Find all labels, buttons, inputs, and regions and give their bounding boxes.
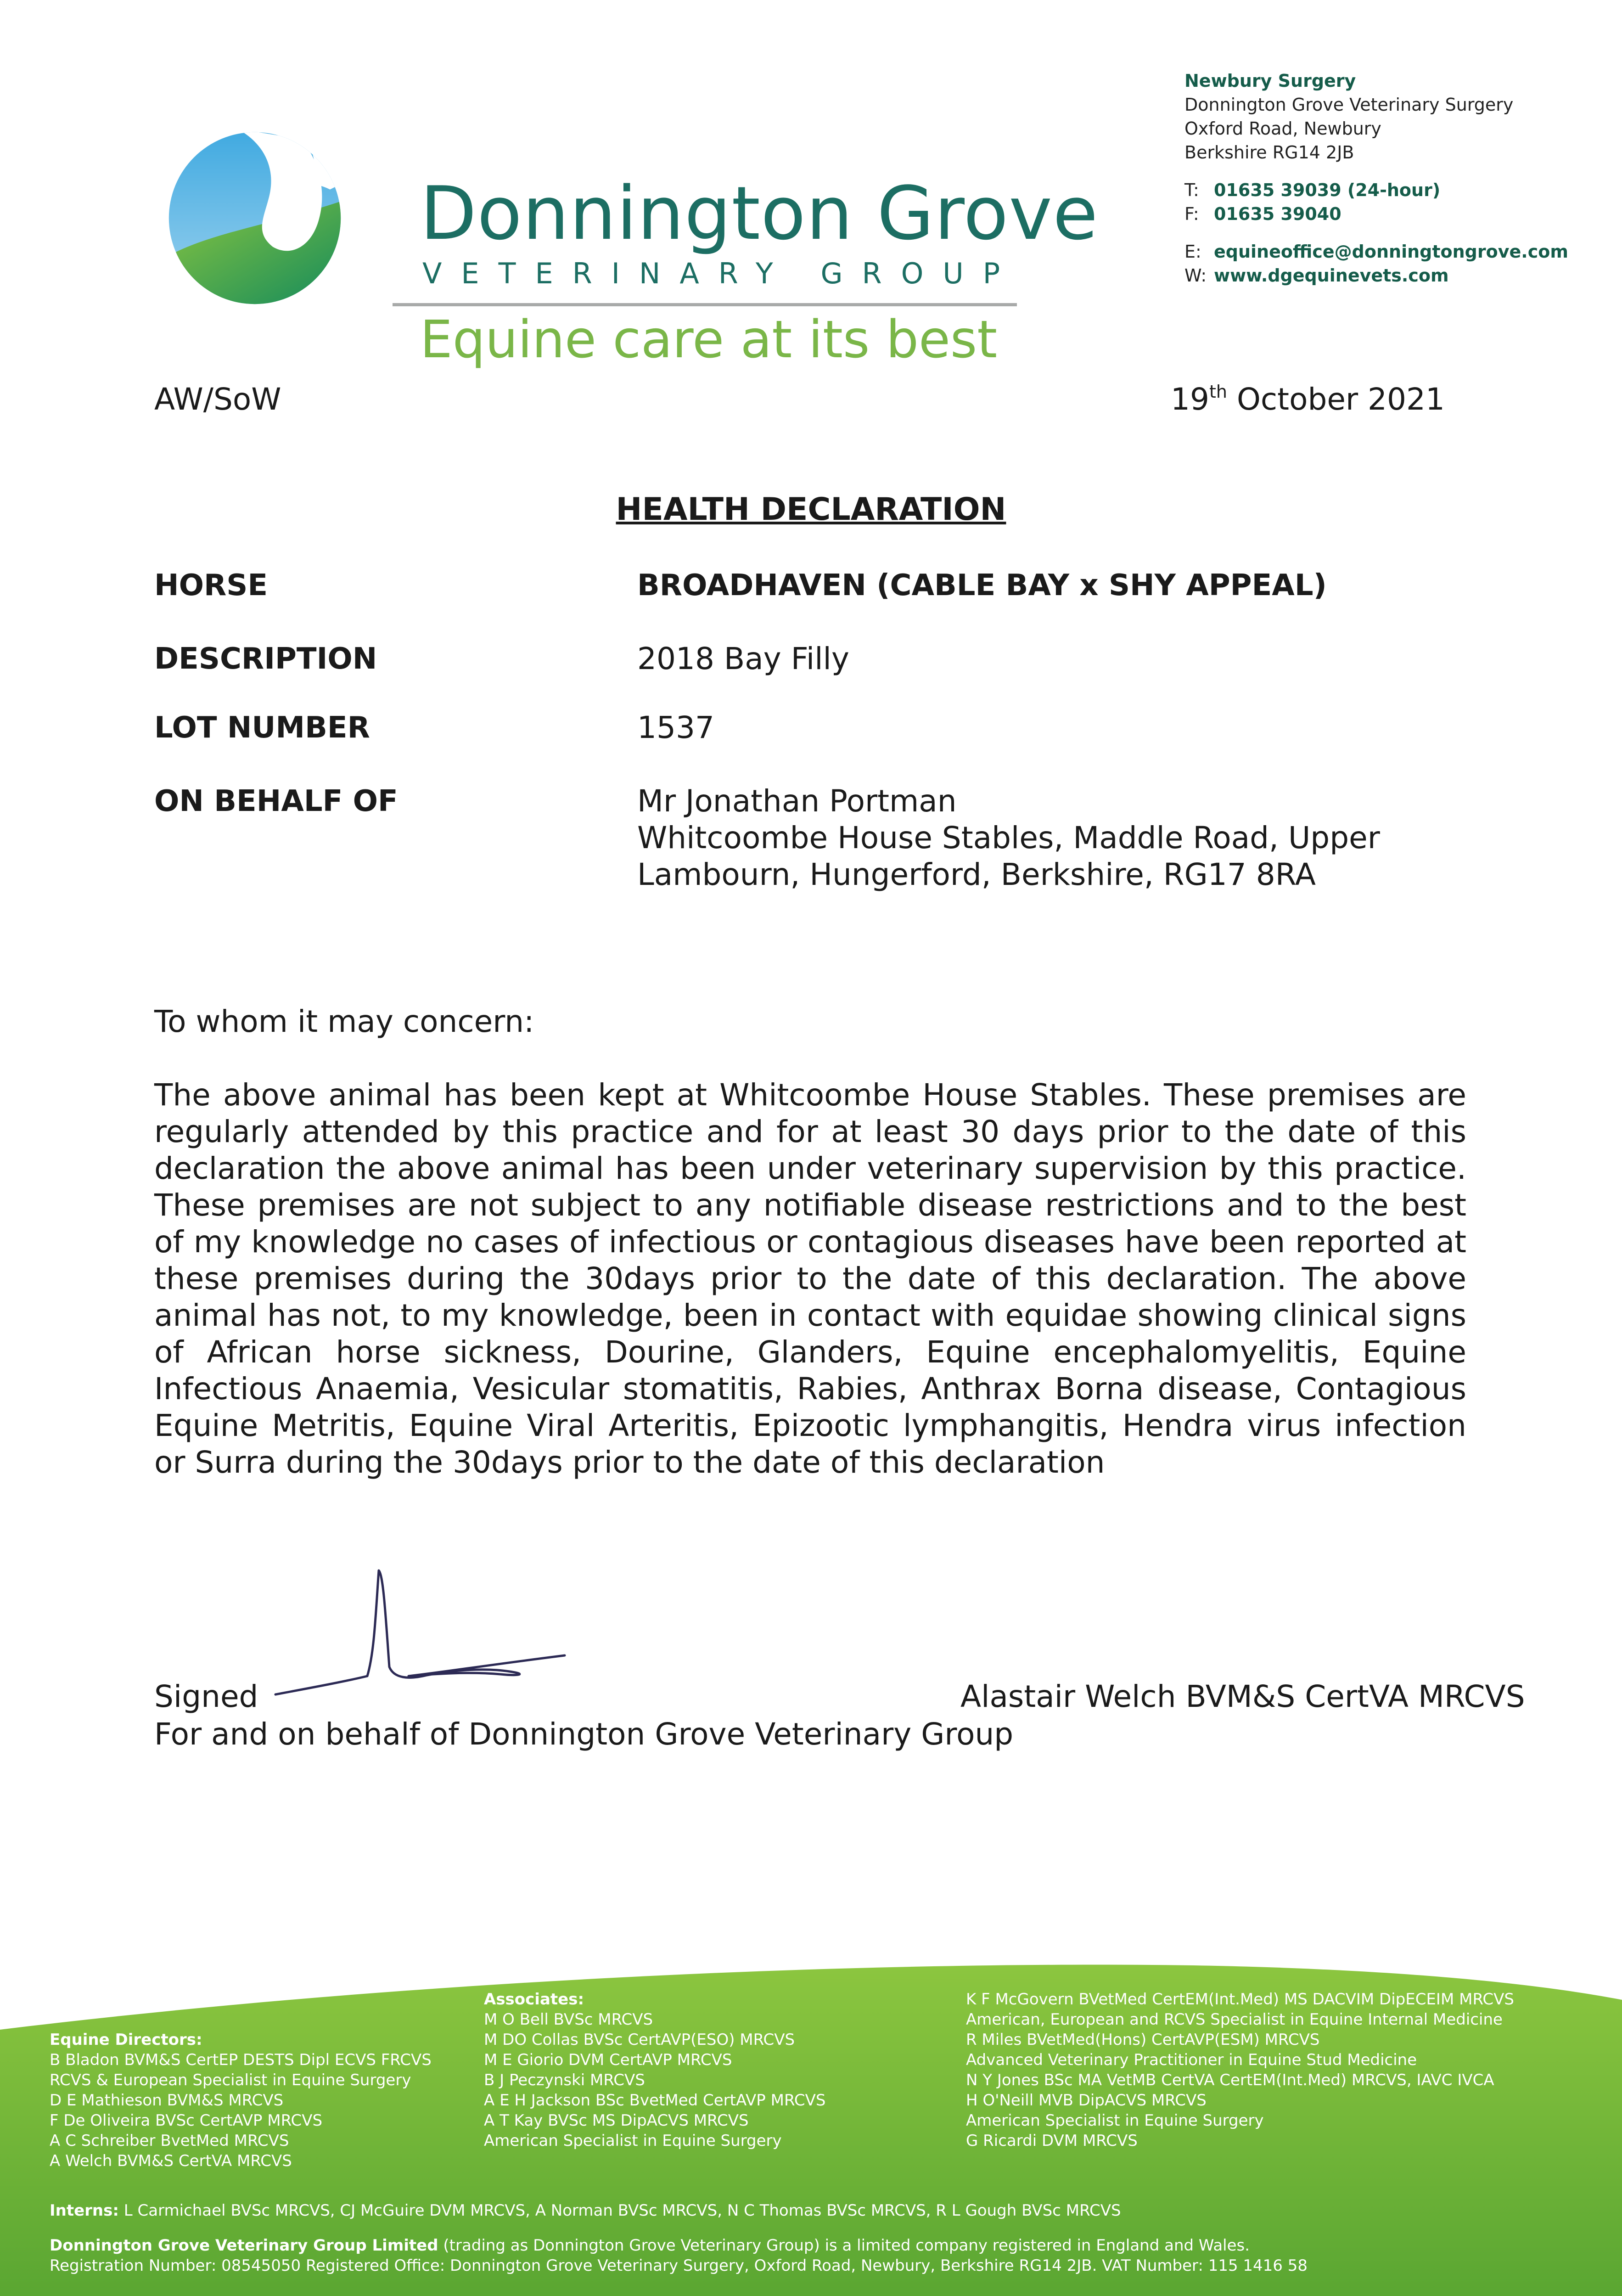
fax-number: 01635 39040	[1214, 204, 1341, 224]
web-key: W:	[1184, 265, 1207, 286]
footer-company	[50, 2235, 1308, 2276]
signature-image	[271, 1561, 574, 1708]
associate-entry: Advanced Veterinary Practitioner in Equine Stud Medicine	[966, 2051, 1417, 2069]
associate-entry: G Ricardi DVM MRCVS	[966, 2132, 1138, 2150]
footer-directors	[50, 2030, 432, 2171]
declaration-paragraph: The above animal has been kept at Whitcoombe House Stables. These premises are regularly attended by this practice and for at least 30 days prior to the date of this declaration the above animal has been under veterinary supervision by this practice. These premises are not subject to any notifiable disease restrictions and to the best of my knowledge no cases of infectious or contagious diseases have been reported at these premises during the 30days prior to the date of this declaration. The above animal has not, to my knowledge, been in contact with equidae showing clinical signs of African horse sickness, Dourine, Glanders, Equine encephalomyelitis, Equine Infectious Anaemia, Vesicular stomatitis, Rabies, Anthrax Borna disease, Contagious Equine Metritis, Equine Viral Arteritis, Epizootic lymphangitis, Hendra virus infection or Surra during the 30days prior to the date of this declaration	[154, 1077, 1466, 1480]
associates-title: Associates:	[484, 1990, 584, 2009]
owner-address-line: Whitcoombe House Stables, Maddle Road, Upper	[637, 820, 1380, 855]
email-key: E:	[1184, 242, 1201, 262]
director-entry: F De Oliveira BVSc CertAVP MRCVS	[50, 2111, 323, 2130]
director-entry: A C Schreiber BvetMed MRCVS	[50, 2132, 289, 2150]
footer-interns	[50, 2200, 1121, 2221]
field-value-horse: BROADHAVEN (CABLE BAY x SHY APPEAL)	[637, 568, 1327, 602]
email-link[interactable]: equineoffice@donningtongrove.com	[1214, 242, 1568, 262]
associate-entry: American Specialist in Equine Surgery	[484, 2132, 782, 2150]
greeting: To whom it may concern:	[154, 1004, 534, 1039]
brand-name: Donnington Grove	[420, 170, 1099, 256]
company-text: (trading as Donnington Grove Veterinary Group) is a limited company registered in England and Wales.	[438, 2236, 1250, 2255]
field-value-lot-number: 1537	[637, 710, 714, 745]
address-line: Donnington Grove Veterinary Surgery	[1184, 95, 1514, 115]
fax-key: F:	[1184, 204, 1199, 224]
letter-reference: AW/SoW	[154, 382, 281, 417]
page-title: HEALTH DECLARATION	[616, 491, 1006, 528]
field-label-description: DESCRIPTION	[154, 642, 377, 676]
field-value-on-behalf-of	[637, 783, 1380, 893]
associate-entry: R Miles BVetMed(Hons) CertAVP(ESM) MRCVS	[966, 2031, 1320, 2049]
web-row	[1184, 264, 1598, 287]
owner-name: Mr Jonathan Portman	[637, 783, 957, 819]
brand-subtitle: VETERINARY GROUP	[422, 257, 1020, 290]
footer-associates	[484, 1989, 825, 2151]
associate-entry: A T Kay BVSc MS DipACVS MRCVS	[484, 2111, 749, 2130]
contact-block	[1184, 69, 1598, 287]
footer-associates-continued	[966, 1989, 1514, 2151]
interns-title: Interns:	[50, 2201, 119, 2220]
date-rest: October 2021	[1227, 382, 1445, 417]
company-name: Donnington Grove Veterinary Group Limited	[50, 2236, 438, 2255]
associate-entry: American, European and RCVS Specialist in Equine Internal Medicine	[966, 2010, 1503, 2029]
registration-details: Registration Number: 08545050 Registered Office: Donnington Grove Veterinary Surgery, Oxford Road, Newbury, Berkshire RG14 2JB. VAT Number: 115 1416 58	[50, 2257, 1308, 2275]
website-link[interactable]: www.dgequinevets.com	[1214, 265, 1449, 286]
interns-list: L Carmichael BVSc MRCVS, CJ McGuire DVM MRCVS, A Norman BVSc MRCVS, N C Thomas BVSc MRCVS, R L Gough BVSc MRCVS	[118, 2201, 1121, 2220]
signed-on-behalf: For and on behalf of Donnington Grove Veterinary Group	[154, 1716, 1014, 1752]
date-day: 19	[1171, 382, 1209, 417]
associate-entry: M DO Collas BVSc CertAVP(ESO) MRCVS	[484, 2031, 795, 2049]
director-entry: B Bladon BVM&S CertEP DESTS Dipl ECVS FRCVS	[50, 2051, 432, 2069]
directors-title: Equine Directors:	[50, 2031, 202, 2049]
letter-date	[1171, 381, 1445, 418]
director-entry: D E Mathieson BVM&S MRCVS	[50, 2091, 284, 2110]
associate-entry: K F McGovern BVetMed CertEM(Int.Med) MS DACVIM DipECEIM MRCVS	[966, 1990, 1514, 2009]
associate-entry: M E Giorio DVM CertAVP MRCVS	[484, 2051, 732, 2069]
associate-entry: A E H Jackson BSc BvetMed CertAVP MRCVS	[484, 2091, 826, 2110]
logo-horse-icon	[165, 129, 344, 308]
director-entry: A Welch BVM&S CertVA MRCVS	[50, 2152, 292, 2170]
associate-entry: American Specialist in Equine Surgery	[966, 2111, 1264, 2130]
surgery-name: Newbury Surgery	[1184, 71, 1356, 91]
email-row	[1184, 240, 1598, 264]
telephone-number: 01635 39039 (24-hour)	[1214, 180, 1441, 200]
brand-tagline: Equine care at its best	[420, 310, 998, 370]
address-line: Oxford Road, Newbury	[1184, 118, 1381, 139]
associate-entry: H O'Neill MVB DipACVS MRCVS	[966, 2091, 1207, 2110]
field-label-horse: HORSE	[154, 568, 268, 602]
associate-entry: B J Peczynski MRCVS	[484, 2071, 645, 2089]
address-line: Berkshire RG14 2JB	[1184, 142, 1354, 163]
field-label-lot-number: LOT NUMBER	[154, 711, 370, 745]
fax-row	[1184, 202, 1598, 226]
signed-label: Signed	[154, 1679, 258, 1714]
associate-entry: N Y Jones BSc MA VetMB CertVA CertEM(Int.Med) MRCVS, IAVC IVCA	[966, 2071, 1494, 2089]
date-suffix: th	[1209, 382, 1227, 402]
brand-divider	[393, 303, 1017, 306]
associate-entry: M O Bell BVSc MRCVS	[484, 2010, 653, 2029]
owner-address-line: Lambourn, Hungerford, Berkshire, RG17 8RA	[637, 857, 1316, 892]
telephone-row	[1184, 178, 1598, 202]
field-label-on-behalf-of: ON BEHALF OF	[154, 784, 398, 818]
telephone-key: T:	[1184, 180, 1199, 200]
field-value-description: 2018 Bay Filly	[637, 641, 849, 676]
director-entry: RCVS & European Specialist in Equine Surgery	[50, 2071, 411, 2089]
signer-name: Alastair Welch BVM&S CertVA MRCVS	[960, 1679, 1525, 1714]
